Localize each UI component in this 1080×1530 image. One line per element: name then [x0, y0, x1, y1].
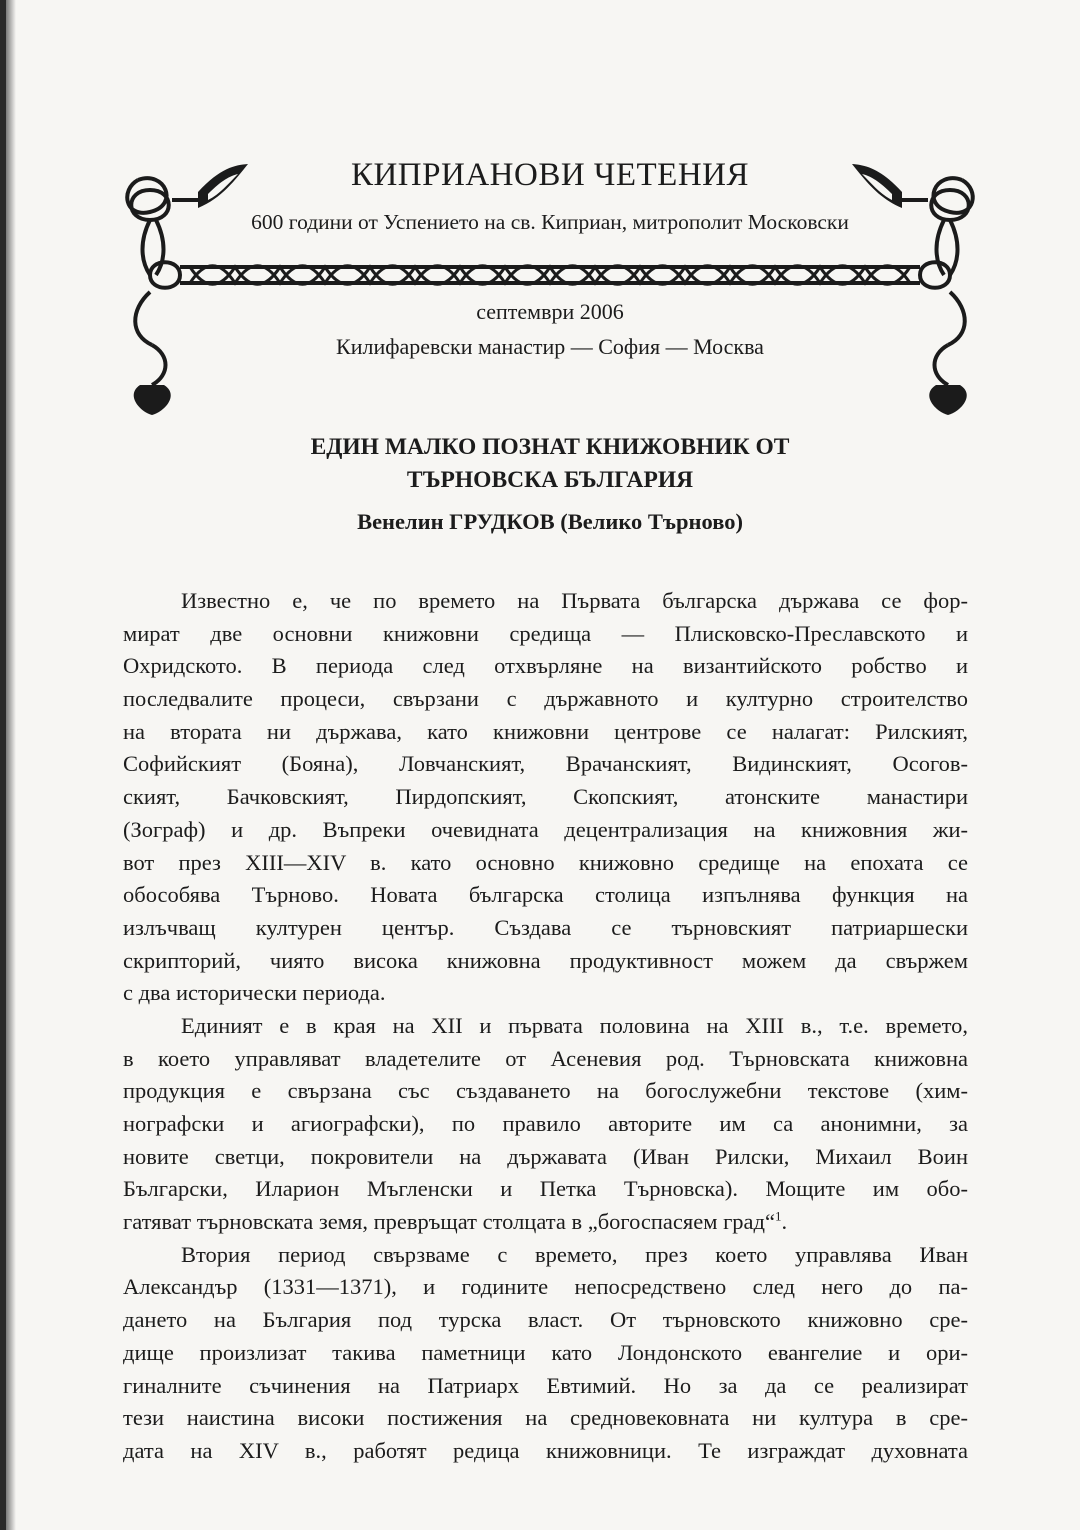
text-segment: . — [781, 1209, 788, 1235]
conference-place: Килифаревски манастир — София — Москва — [336, 334, 764, 359]
footnote-reference[interactable]: 1 — [774, 1208, 782, 1224]
book-gutter-shade — [6, 0, 16, 1530]
text-line: (Зограф) и др. Въпреки очевидната децентрализация на книжовния жи- — [123, 816, 968, 842]
text-line: дата на XIV в., работят редица книжовници. Те изграждат духовната — [123, 1437, 968, 1463]
text-line: Александър (1331—1371), и годините непосредствено след него до па- — [123, 1274, 968, 1300]
text-line: дането на България под турска власт. От търновското книжовно сре- — [123, 1307, 968, 1333]
text-line: в което управляват владетелите от Асеневия род. Търновската книжовна — [123, 1045, 968, 1071]
text-line: вот през XIII—XIV в. като основно книжовно средище на епохата се — [123, 849, 968, 875]
text-line: Единият е в края на XII и първата половина на XIII в., т.е. времето, — [181, 1012, 968, 1038]
text-line: нографски и агиографски), по правило авторите им са анонимни, за — [123, 1111, 968, 1136]
conference-date: септември 2006 — [476, 299, 624, 324]
article-title-line: ТЪРНОВСКА БЪЛГАРИЯ — [406, 467, 694, 493]
text-line: на втората ни държава, като книжовни центрове се налагат: Рилският, — [123, 718, 968, 744]
text-line: гиналните съчинения на Патриарх Евтимий. Но за да се реализират — [123, 1372, 968, 1398]
text-line: с два исторически периода. — [123, 980, 386, 1006]
article-author: Венелин ГРУДКОВ (Велико Търново) — [357, 509, 743, 534]
text-line: продукция е свързана със създаването на богослужебни текстове (хим- — [123, 1078, 968, 1104]
text-line: дище произлизат такива паметници като Лондонското евангелие и ори- — [123, 1339, 968, 1365]
text-line: мират две основни книжовни средища — Плисковско-Преславското и — [123, 620, 968, 646]
series-title: КИПРИАНОВИ ЧЕТЕНИЯ — [350, 157, 750, 193]
text-line: новите светци, покровители на държавата (Иван Рилски, Михаил Воин — [123, 1143, 968, 1169]
text-line: ският, Бачковският, Пирдопският, Скопският, атонските манастири — [123, 784, 968, 810]
article-title — [150, 431, 950, 497]
text-line — [123, 1206, 968, 1239]
text-segment: гатяват търновската земя, превръщат столцата в „богоспасяем град“ — [123, 1209, 775, 1235]
text-line: Български, Иларион Мъгленски и Петка Търновска). Мощите им обо- — [123, 1176, 968, 1202]
text-line: Охридското. В периода след отхвърляне на византийското робство и — [123, 653, 968, 679]
article-body — [123, 585, 968, 1468]
text-line: тези наистина високи постижения на средновековната ни култура в сре- — [123, 1405, 968, 1431]
text-line: обособява Търново. Новата българска столица изпълнява функция на — [123, 882, 968, 908]
article-title-line: ЕДИН МАЛКО ПОЗНАТ КНИЖОВНИК ОТ — [310, 434, 790, 460]
series-subtitle: 600 години от Успението на св. Киприан, митрополит Московски — [251, 210, 849, 234]
text-line: Софийският (Бояна), Ловчанският, Врачанският, Видинският, Осогов- — [123, 751, 968, 777]
text-line: Известно е, че по времето на Първата българска държава се фор- — [181, 588, 968, 613]
text-line: скрипторий, чиято висока книжовна продуктивност можем да свържем — [123, 947, 968, 973]
text-line: Втория период свързваме с времето, през което управлява Иван — [181, 1241, 968, 1267]
text-line: излъчващ културен център. Създава се търновският патриаршески — [123, 914, 968, 940]
text-line: последвалите процеси, свързани с държавното и културно строителство — [123, 686, 968, 712]
